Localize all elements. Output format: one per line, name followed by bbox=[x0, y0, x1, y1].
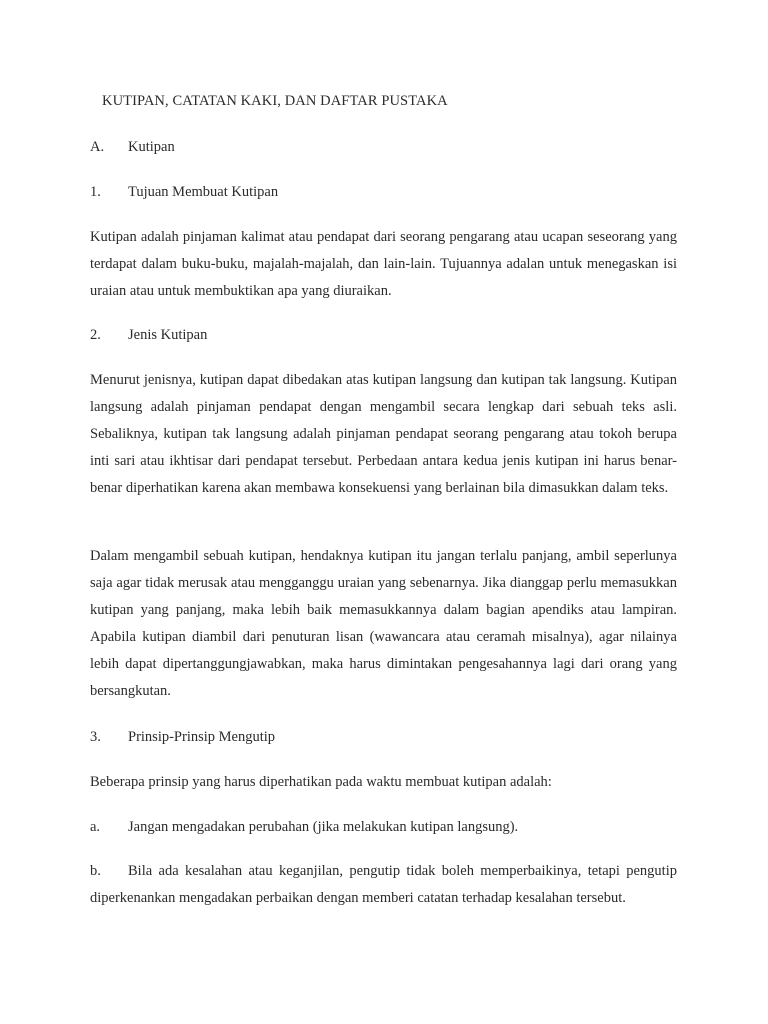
list-item-b bbox=[90, 858, 677, 912]
paragraph-definition: Kutipan adalah pinjaman kalimat atau pendapat dari seorang pengarang atau ucapan seseorang yang terdapat dalam buku-buku, majalah-majalah, dan lain-lain. Tujuannya adalan untuk menegaskan isi uraian atau untuk membuktikan apa yang diuraikan. bbox=[90, 229, 677, 299]
paragraph-principles-intro: Beberapa prinsip yang harus diperhatikan pada waktu membuat kutipan adalah: bbox=[90, 774, 552, 790]
section-label: Kutipan bbox=[128, 139, 175, 155]
document-title: KUTIPAN, CATATAN KAKI, DAN DAFTAR PUSTAKA bbox=[102, 93, 448, 109]
subsection-number: 3. bbox=[90, 729, 101, 745]
subsection-number: 2. bbox=[90, 327, 101, 343]
paragraph-guidelines: Dalam mengambil sebuah kutipan, hendaknya kutipan itu jangan terlalu panjang, ambil seperlunya saja agar tidak merusak atau mengganggu uraian yang sebenarnya. Jika dianggap perlu memasukkan kutipan yang panjang, maka lebih baik memasukkannya dalam bagian apendiks atau lampiran. Apabila kutipan diambil dari penuturan lisan (wawancara atau ceramah misalnya), agar nilainya lebih dapat dipertanggungjawabkan, maka harus dimintakan pengesahannya lagi dari orang yang bersangkutan. bbox=[90, 548, 677, 699]
section-number: A. bbox=[90, 139, 105, 155]
paragraph-types: Menurut jenisnya, kutipan dapat dibedakan atas kutipan langsung dan kutipan tak langsung. Kutipan langsung adalah pinjaman pendapat dengan mengambil secara lengkap dari sebuah teks asli. Sebaliknya, kutipan tak langsung adalah pinjaman pendapat seorang pengarang atau tokoh berupa inti sari atau ikhtisar dari pendapat tersebut. Perbedaan antara kedua jenis kutipan ini harus benar-benar diperhatikan karena akan membawa konsekuensi yang berlainan bila dimasukkan dalam teks. bbox=[90, 372, 677, 496]
section-heading-a bbox=[90, 139, 175, 156]
subsection-heading-3 bbox=[90, 729, 275, 746]
subsection-number: 1. bbox=[90, 184, 101, 200]
list-item-marker: a. bbox=[90, 819, 101, 835]
list-item-text: Bila ada kesalahan atau keganjilan, pengutip tidak boleh memperbaikinya, tetapi pengutip diperkenankan mengadakan perbaikan dengan memberi catatan terhadap kesalahan tersebut. bbox=[90, 863, 677, 906]
subsection-label: Tujuan Membuat Kutipan bbox=[128, 184, 279, 200]
subsection-heading-2 bbox=[90, 327, 207, 344]
subsection-label: Jenis Kutipan bbox=[128, 327, 208, 343]
list-item-text: Jangan mengadakan perubahan (jika melakukan kutipan langsung). bbox=[128, 819, 519, 835]
list-item-marker: b. bbox=[90, 863, 101, 879]
subsection-label: Prinsip-Prinsip Mengutip bbox=[128, 729, 276, 745]
list-item-a bbox=[90, 814, 677, 841]
subsection-heading-1 bbox=[90, 184, 278, 201]
